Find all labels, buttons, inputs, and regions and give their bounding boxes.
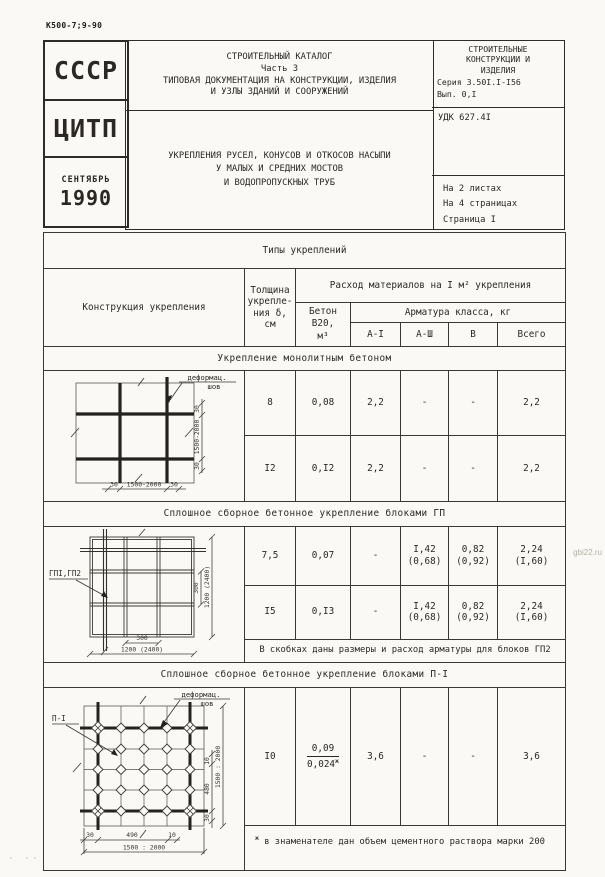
dim-label: 30 xyxy=(86,831,94,840)
monolithic-drawing-cell xyxy=(44,371,245,502)
catalog-line: Часть 3 xyxy=(260,63,299,74)
sheets-line: На 4 страницах xyxy=(443,199,518,210)
classification-line: СТРОИТЕЛЬНЫЕ xyxy=(468,44,528,54)
table-cell: 2,2 xyxy=(498,371,566,436)
dim-label: 300 xyxy=(192,581,200,594)
col-header-thickness: Толщина укрепле- ния δ, см xyxy=(245,269,296,347)
section-title-monolithic: Укрепление монолитным бетоном xyxy=(44,347,566,371)
table-cell: - xyxy=(449,688,498,826)
section-title-gp-blocks: Сплошное сборное бетонное укрепление блоками ГП xyxy=(44,501,566,526)
stamp-year: 1990 xyxy=(59,185,113,210)
catalog-title xyxy=(126,41,433,111)
subject-line: У МАЛЫХ И СРЕДНИХ МОСТОВ xyxy=(215,164,344,175)
monolithic-slab-drawing xyxy=(46,371,242,497)
table-title: Типы укреплений xyxy=(44,233,566,269)
joint-label: шов xyxy=(200,699,214,709)
table-cell: I2 xyxy=(245,436,296,501)
col-header-concrete: Бетон B20, м³ xyxy=(296,303,351,347)
joint-label: деформац. xyxy=(181,690,221,700)
catalog-line: И УЗЛЫ ЗДАНИЙ И СООРУЖЕНИЙ xyxy=(210,87,349,98)
table-cell: I5 xyxy=(245,585,296,639)
table-cell: 0,I2 xyxy=(296,436,351,501)
subject-title xyxy=(126,111,433,229)
scan-artifact-dots: · ·· xyxy=(8,853,41,864)
table-cell: 0,82 (0,92) xyxy=(449,585,498,639)
udk-box: УДК 627.4I xyxy=(432,108,564,176)
table-cell: 8 xyxy=(245,371,296,436)
dim-label: 1500-2000 xyxy=(193,419,201,455)
table-cell: 2,24 (I,60) xyxy=(498,526,566,585)
col-header-a3: А-Ш xyxy=(401,323,449,347)
dim-label: 1500 : 2000 xyxy=(214,746,222,789)
dim-label: 300 xyxy=(136,633,148,642)
header-right xyxy=(432,40,565,230)
table-cell: 2,24 (I,60) xyxy=(498,585,566,639)
doc-code: К500-7;9-90 xyxy=(46,21,103,30)
page-number: Страница I xyxy=(443,214,496,225)
table-cell: I0 xyxy=(245,688,296,826)
table-cell: 0,08 xyxy=(296,371,351,436)
table-cell: - xyxy=(401,371,449,436)
table-cell xyxy=(296,688,351,826)
dim-label: 490 xyxy=(126,831,138,840)
header-middle xyxy=(125,40,434,230)
catalog-line: СТРОИТЕЛЬНЫЙ КАТАЛОГ xyxy=(226,51,333,62)
col-header-rebar: Арматура класса, кг xyxy=(351,303,566,323)
series-label: Серия 3.50I.I-I56 xyxy=(437,76,521,87)
table-cell: 0,I3 xyxy=(296,585,351,639)
issue-label: Вып. 0,I xyxy=(437,89,477,99)
p1-blocks-drawing-cell xyxy=(44,688,245,871)
section-title-p1-blocks: Сплошное сборное бетонное укрепление блоками П-I xyxy=(44,663,566,688)
subject-line: И ВОДОПРОПУСКНЫХ ТРУБ xyxy=(223,177,336,188)
footnote: $^ж$ в знаменателе дан объем цементного раствора марки 200 xyxy=(245,825,566,870)
watermark: gbi22.ru xyxy=(573,548,602,557)
gp-blocks-drawing xyxy=(46,527,242,659)
col-header-total: Всего xyxy=(498,323,566,347)
joint-label: деформац. xyxy=(187,373,227,382)
block-label: П-I xyxy=(52,714,66,724)
sheets-line: На 2 листах xyxy=(443,184,502,194)
stamp-month: СЕНТЯБРЬ xyxy=(61,174,111,185)
table-cell: 2,2 xyxy=(498,436,566,501)
dim-label: 30 xyxy=(193,405,201,413)
gp2-note: В скобках даны размеры и расход арматуры для блоков ГП2 xyxy=(245,639,566,663)
table-cell: 3,6 xyxy=(498,688,566,826)
table-cell: I,42 (0,68) xyxy=(401,526,449,585)
joint-label: шов xyxy=(207,382,221,391)
joint-strips xyxy=(80,529,206,654)
stamp-block xyxy=(43,40,129,228)
classification-line: ИЗДЕЛИЯ xyxy=(480,64,516,75)
dim-label: 30 xyxy=(193,462,201,470)
concrete-fraction: $\frac{0,09}{0,024^ж}$ xyxy=(307,742,339,770)
table-cell: 0,07 xyxy=(296,526,351,585)
stamp-org: ЦИТП xyxy=(45,101,127,158)
gp-blocks-drawing-cell xyxy=(44,526,245,663)
table-cell: 7,5 xyxy=(245,526,296,585)
dim-label: 10 xyxy=(203,757,211,766)
block-label: ГПI,ГП2 xyxy=(49,568,82,578)
table-cell: 0,82 (0,92) xyxy=(449,526,498,585)
reinforcement-table xyxy=(43,232,566,871)
classification-box xyxy=(432,41,564,108)
dim-label: 30 xyxy=(203,814,211,823)
table-cell: - xyxy=(401,436,449,501)
table-cell: - xyxy=(351,585,401,639)
dim-label: 480 xyxy=(203,783,211,795)
col-header-a1: А-I xyxy=(351,323,401,347)
table-cell: I,42 (0,68) xyxy=(401,585,449,639)
col-header-construction: Конструкция укрепления xyxy=(44,269,245,347)
catalog-line: ТИПОВАЯ ДОКУМЕНТАЦИЯ НА КОНСТРУКЦИИ, ИЗДЕЛИЯ xyxy=(162,75,397,86)
dim-label: 1200 (2400) xyxy=(203,565,211,608)
stamp-date xyxy=(45,158,127,226)
col-header-consumption: Расход материалов на I м² укрепления xyxy=(296,269,566,303)
stamp-country: СССР xyxy=(45,42,127,101)
table-cell: - xyxy=(449,371,498,436)
dim-label: 30 xyxy=(170,480,178,489)
col-header-b: В xyxy=(449,323,498,347)
dim-label: 30 xyxy=(110,480,118,489)
classification-line: КОНСТРУКЦИИ И xyxy=(465,54,531,65)
dim-label: 10 xyxy=(168,831,176,840)
table-cell: 2,2 xyxy=(351,371,401,436)
dim-label: 1500-2000 xyxy=(126,480,162,489)
p1-blocks-drawing xyxy=(46,688,242,866)
dim-label: 1200 (2400) xyxy=(120,645,164,654)
table-cell: - xyxy=(449,436,498,501)
table-cell: 3,6 xyxy=(351,688,401,826)
subject-line: УКРЕПЛЕНИЯ РУСЕЛ, КОНУСОВ И ОТКОСОВ НАСЫПИ xyxy=(168,151,391,162)
table-cell: 2,2 xyxy=(351,436,401,501)
footnote-mark: ж xyxy=(255,833,259,842)
table-cell: - xyxy=(401,688,449,826)
dim-label: 1500 : 2000 xyxy=(122,843,166,852)
sheets-box xyxy=(432,176,564,229)
table-cell: - xyxy=(351,526,401,585)
